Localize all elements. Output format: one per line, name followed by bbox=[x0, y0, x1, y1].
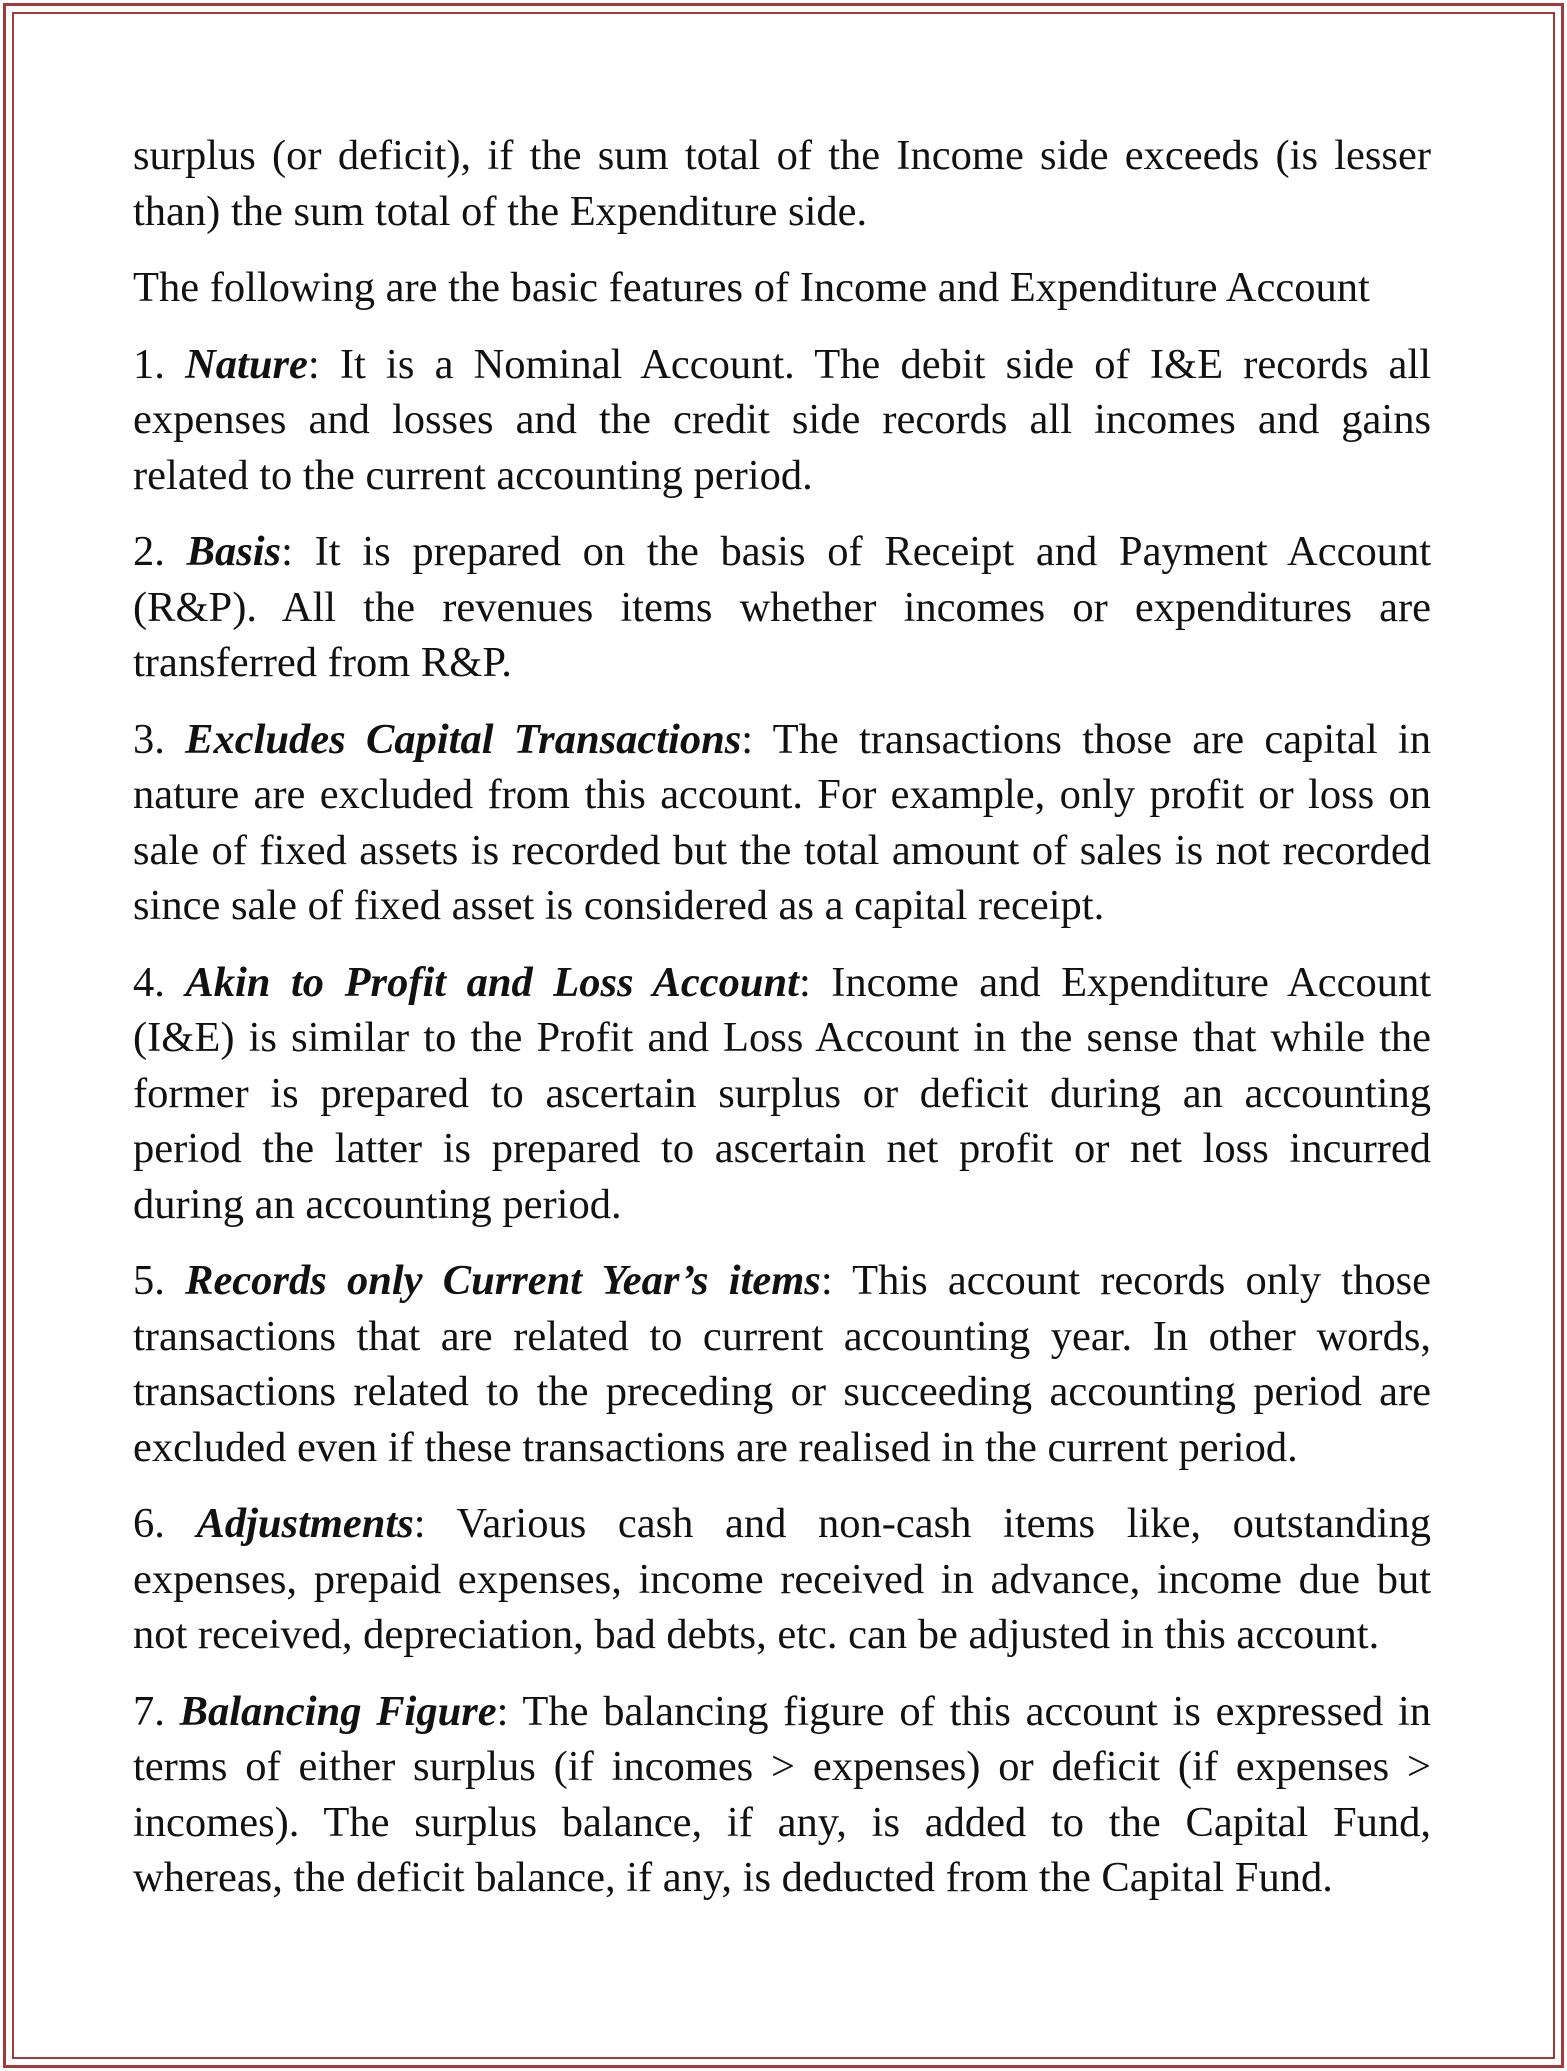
feature-term: Balancing Figure bbox=[179, 1687, 497, 1735]
feature-text: : Income and Expenditure Account (I&E) is similar to the Profit and Loss Account in the sense that while the former is prepared to ascertain surplus or deficit during an accounting period the latter is prepared to ascertain net profit or net loss incurred during an accounting period. bbox=[133, 958, 1432, 1228]
feature-term: Excludes Capital Transactions bbox=[185, 715, 742, 763]
document-body bbox=[133, 128, 1431, 1927]
feature-number: 1. bbox=[133, 340, 165, 388]
feature-term: Adjustments bbox=[196, 1500, 414, 1547]
feature-term: Basis bbox=[186, 528, 282, 575]
feature-text: : This account records only those transactions that are related to current accounting year. In other words, transactions related to the preceding or succeeding accounting period are excluded even if these transactions are realised in the current period. bbox=[133, 1257, 1432, 1471]
feature-number: 2. bbox=[133, 528, 165, 575]
feature-term: Records only Current Year’s items bbox=[185, 1257, 821, 1304]
feature-term: Akin to Profit and Loss Account bbox=[185, 958, 799, 1006]
feature-text: : The balancing figure of this account is expressed in terms of either surplus (if incomes > expenses) or deficit (if expenses > incomes). The surplus balance, if any, is added to the Capital Fund, whereas, the deficit balance, if any, is deducted from the Capital Fund. bbox=[133, 1687, 1432, 1901]
feature-number: 5. bbox=[133, 1257, 165, 1304]
feature-text: : It is prepared on the basis of Receipt and Payment Account (R&P). All the revenues items whether incomes or expenditures are transferred from R&P. bbox=[133, 528, 1431, 686]
feature-number: 4. bbox=[133, 958, 165, 1006]
feature-item bbox=[133, 1496, 1431, 1663]
feature-term: Nature bbox=[185, 340, 308, 388]
feature-item bbox=[133, 955, 1431, 1233]
feature-item bbox=[133, 712, 1431, 934]
feature-item bbox=[133, 337, 1431, 504]
feature-text: : The transactions those are capital in nature are excluded from this account. For example, only profit or loss on sale of fixed assets is recorded but the total amount of sales is not recorded since sale of fixed asset is considered as a capital receipt. bbox=[133, 715, 1431, 929]
feature-text: : It is a Nominal Account. The debit side of I&E records all expenses and losses and the credit side records all incomes and gains related to the current accounting period. bbox=[133, 340, 1432, 499]
feature-item bbox=[133, 1684, 1431, 1906]
feature-number: 3. bbox=[133, 715, 165, 763]
feature-number: 7. bbox=[133, 1687, 165, 1735]
feature-item bbox=[133, 1253, 1431, 1475]
feature-number: 6. bbox=[133, 1500, 165, 1547]
feature-item bbox=[133, 524, 1431, 691]
continuation-paragraph: surplus (or deficit), if the sum total of the Income side exceeds (is lesser than) the sum total of the Expenditure side. bbox=[133, 132, 1431, 235]
features-lead: The following are the basic features of Income and Expenditure Account bbox=[133, 264, 1370, 311]
feature-text: : Various cash and non-cash items like, outstanding expenses, prepaid expenses, income received in advance, income due but not received, depreciation, bad debts, etc. can be adjusted in this account. bbox=[133, 1500, 1431, 1658]
